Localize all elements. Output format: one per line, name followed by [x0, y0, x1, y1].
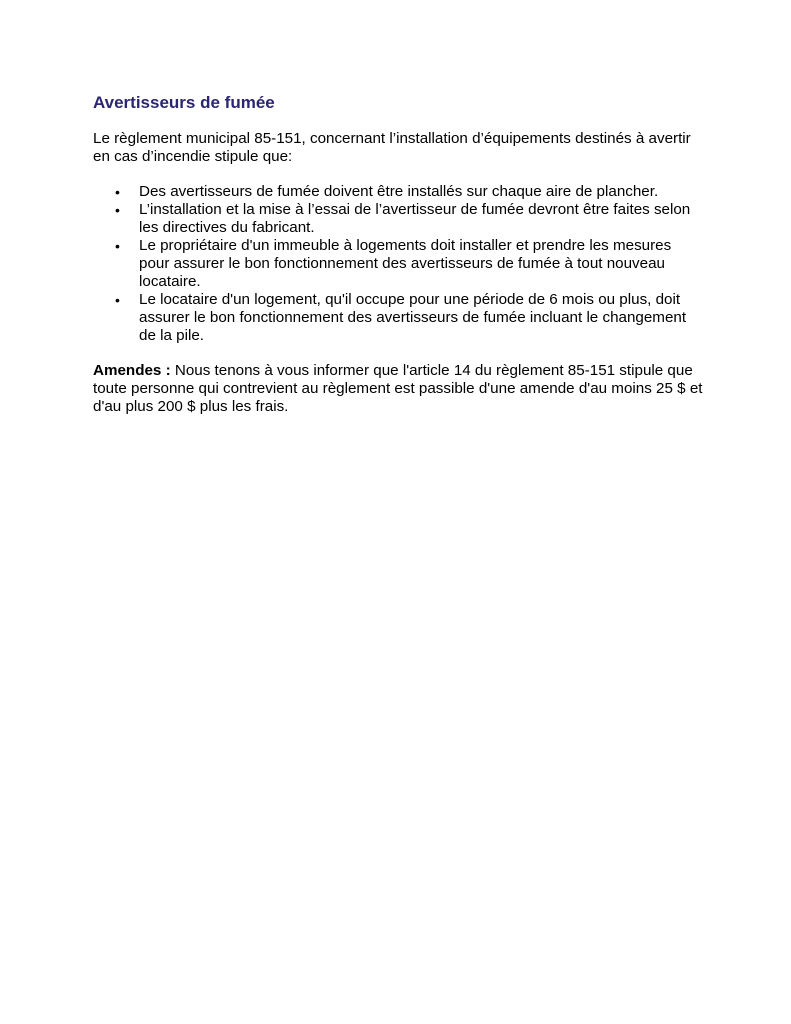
- bullet-icon: •: [115, 202, 120, 218]
- bullet-icon: •: [115, 238, 120, 254]
- list-item: [93, 183, 703, 201]
- document-title: Avertisseurs de fumée: [93, 93, 275, 112]
- fines-label: Amendes :: [93, 362, 171, 379]
- list-item: [93, 291, 703, 345]
- bullet-icon: •: [115, 292, 120, 308]
- list-item: [93, 201, 703, 237]
- intro-paragraph: Le règlement municipal 85-151, concernant l’installation d’équipements destinés à avertir en cas d’incendie stipule que:: [93, 130, 691, 165]
- bullet-icon: •: [115, 184, 120, 200]
- rules-list: [93, 183, 703, 345]
- document-body: [93, 92, 703, 416]
- list-item-text: L’installation et la mise à l’essai de l’avertisseur de fumée devront être faites selon les directives du fabricant.: [139, 201, 691, 236]
- list-item-text: Le propriétaire d'un immeuble à logements doit installer et prendre les mesures pour assurer le bon fonctionnement des avertisseurs de fumée à tout nouveau locataire.: [139, 237, 672, 290]
- fines-paragraph: [93, 362, 703, 416]
- list-item: [93, 237, 703, 291]
- list-item-text: Le locataire d'un logement, qu'il occupe pour une période de 6 mois ou plus, doit assurer le bon fonctionnement des avertisseurs de fumée incluant le changement de la pile.: [139, 291, 687, 344]
- fines-text: Nous tenons à vous informer que l'article 14 du règlement 85-151 stipule que toute personne qui contrevient au règlement est passible d'une amende d'au moins 25 $ et d'au plus 200 $ plus les frais.: [93, 362, 703, 415]
- list-item-text: Des avertisseurs de fumée doivent être installés sur chaque aire de plancher.: [139, 183, 659, 200]
